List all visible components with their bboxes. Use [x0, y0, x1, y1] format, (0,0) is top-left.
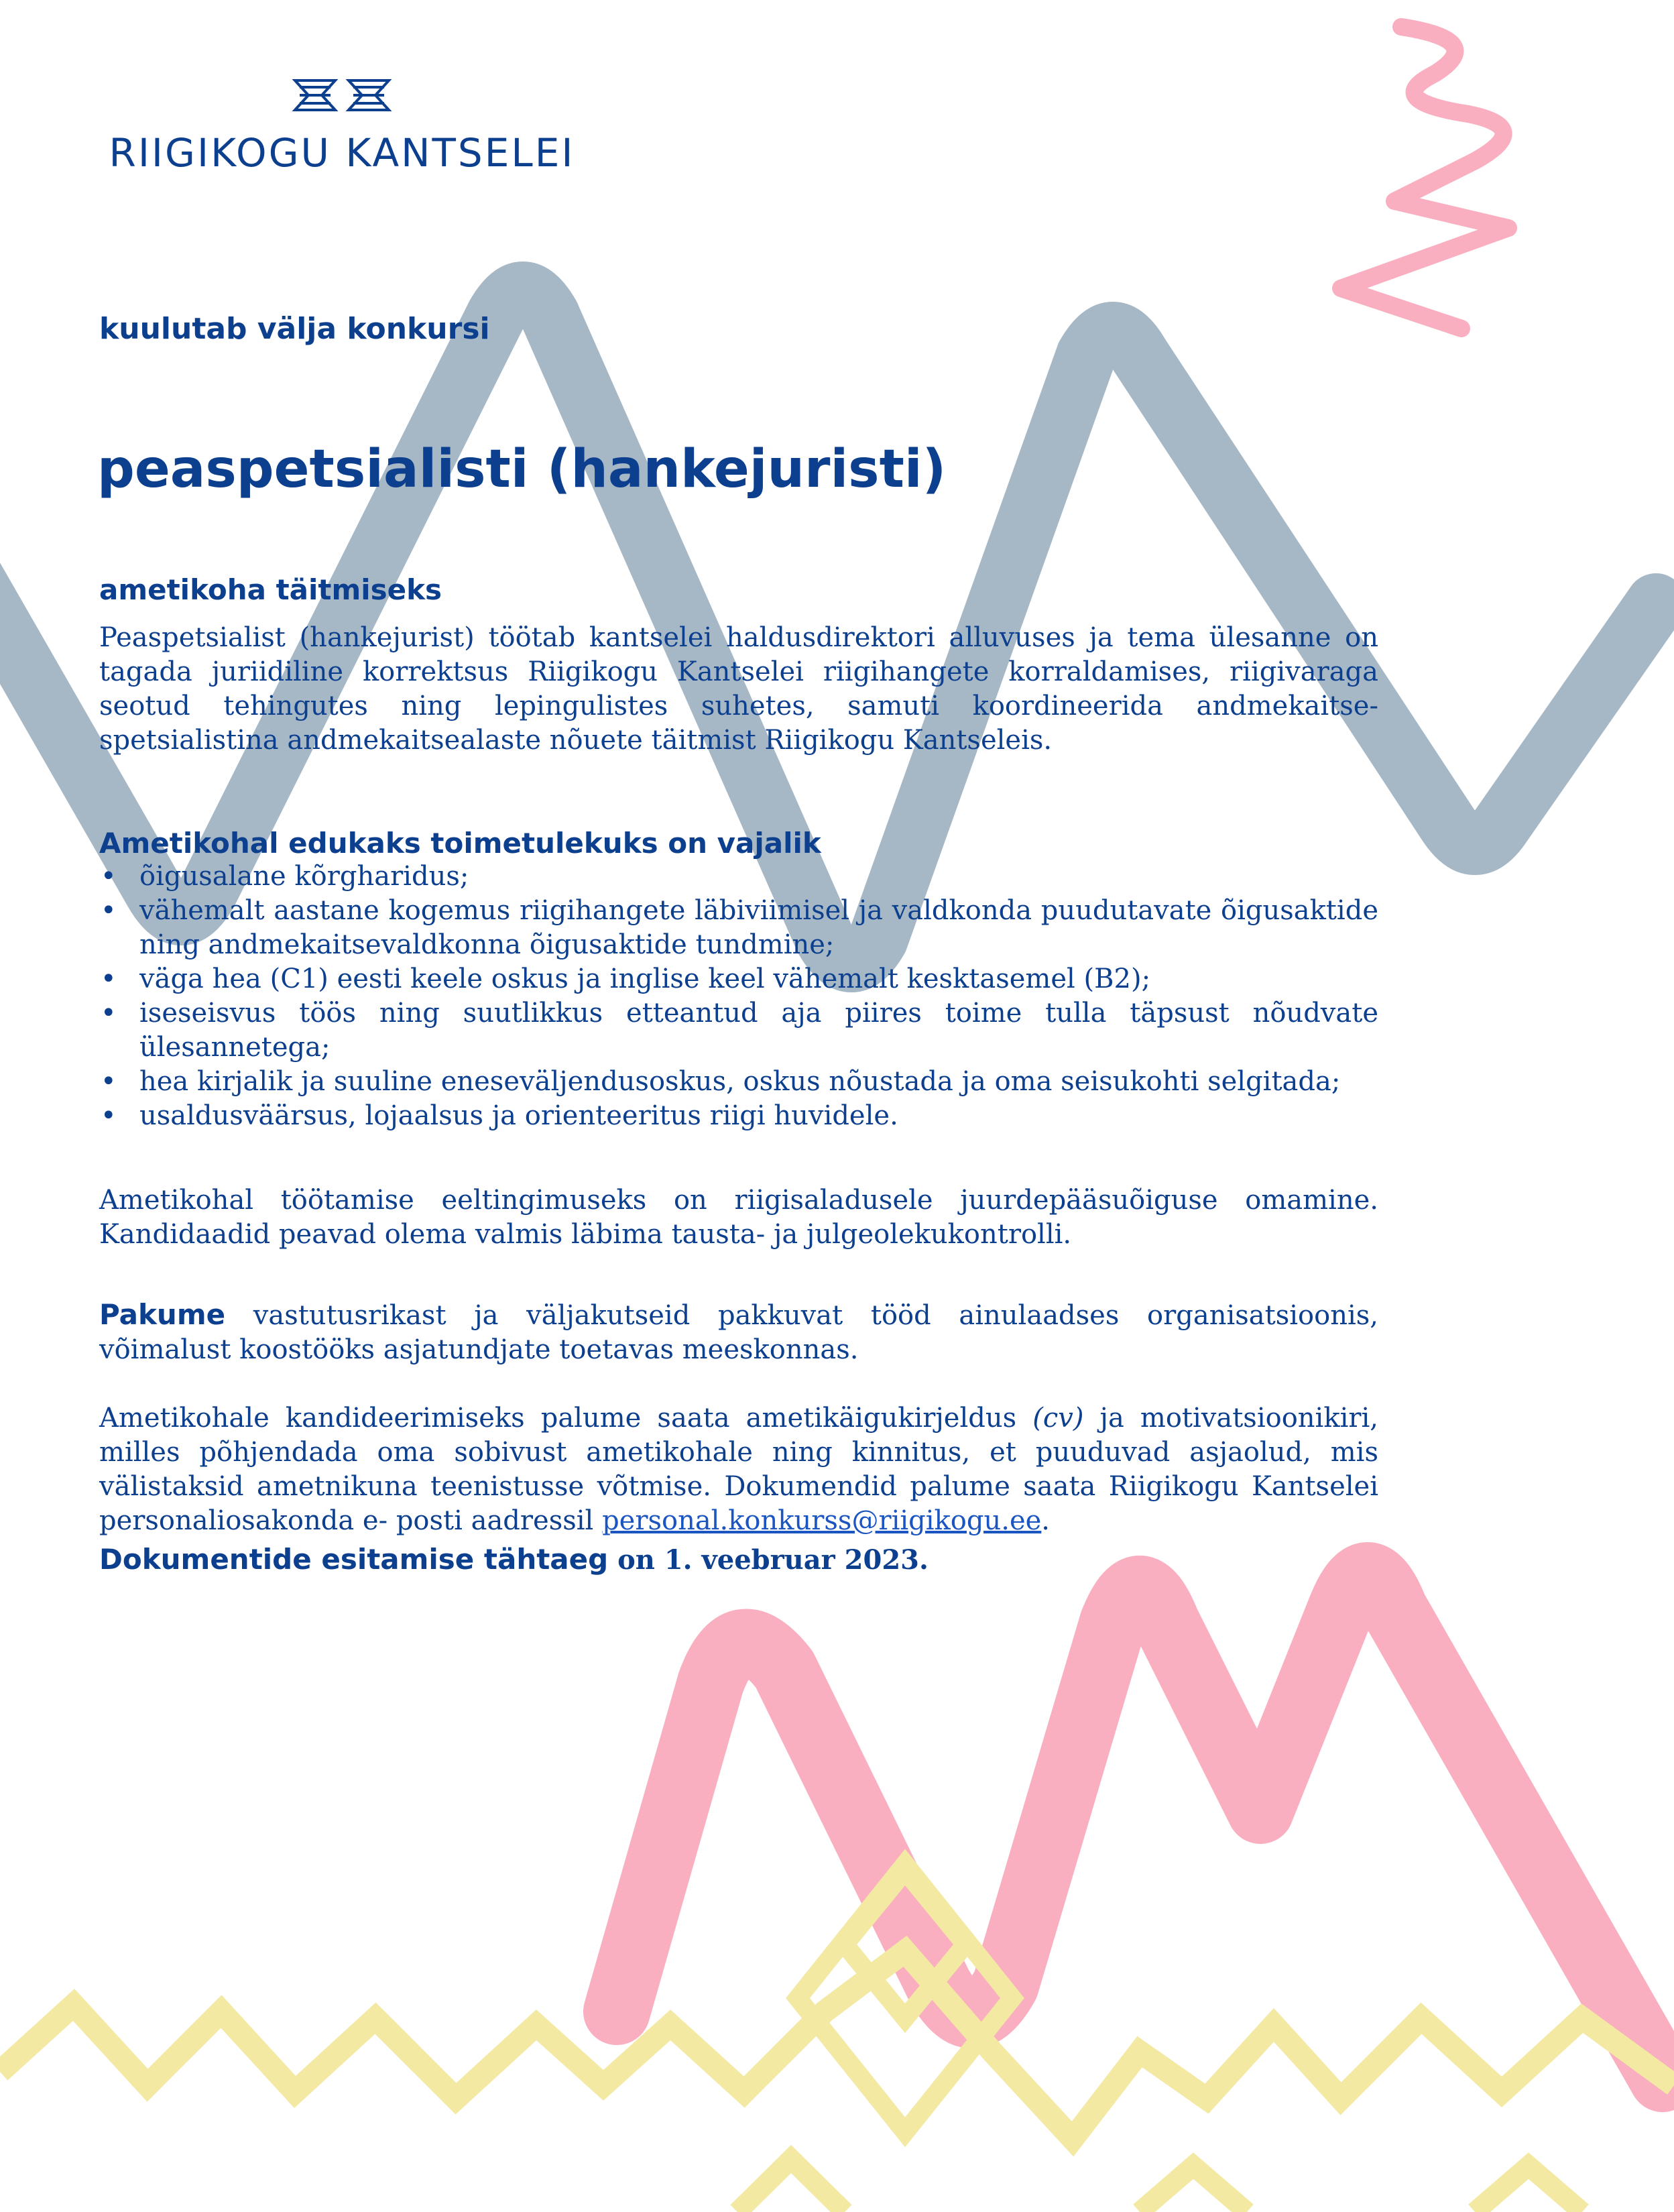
riigikogu-emblem-icon — [292, 75, 392, 115]
list-item: • vähemalt aastane kogemus riigihangete läbiviimisel ja valdkonda puudutavate õigusaktide ning andmekaitsevaldkonna õigusaktide tundmine; — [101, 895, 1378, 960]
cv-abbreviation: (cv) — [1032, 1403, 1084, 1434]
list-item: • õigusalane kõrgharidus; — [99, 860, 1378, 894]
application-paragraph: Ametikohale kandideerimiseks palume saata ametikäigukirjeldus (cv) ja motivatsioonikiri, milles põhjendada oma sobivust ametikohale ning kinnitus, et puuduvad asjaolud, mis välistaksid ametnikuna teenistusse võtmise. Dokumendid palume saata Riigikogu Kantselei personaliosakonda e- posti aadressil personal.konkurss@riigikogu.ee. — [99, 1403, 1379, 1536]
logo-text: RIIGIKOGU KANTSELEI — [109, 130, 575, 176]
bullet: • — [101, 895, 117, 926]
intro-section — [99, 573, 1378, 758]
list-item: • usaldusväärsus, lojaalsus ja orienteeritus riigi huvidele. — [99, 1099, 1378, 1133]
deadline-line — [99, 1542, 1378, 1578]
precondition-section — [99, 1183, 1378, 1252]
offer-text: vastutusrikast ja väljakutseid pakkuvat tööd ainulaadses organisatsioonis, võimalust koostööks asjatundjate toetavas meeskonnas. — [99, 1300, 1378, 1365]
precondition-paragraph: Ametikohal töötamise eeltingimuseks on riigisaladusele juurdepääsuõiguse omamine. Kandidaadid peavad olema valmis läbima tausta- ja julgeolekukontrolli. — [99, 1185, 1378, 1250]
deadline-label: Dokumentide esitamise tähtaeg — [99, 1543, 609, 1576]
requirements-heading: Ametikohal edukaks toimetulekuks on vajalik — [99, 827, 821, 860]
offer-section — [99, 1297, 1378, 1367]
list-item: • iseseisvus töös ning suutlikkus etteantud aja piires toime tulla täpsust nõudvate ülesannetega; — [101, 998, 1378, 1063]
bullet: • — [101, 861, 117, 892]
bullet: • — [101, 964, 117, 994]
kicker-text: kuulutab välja konkursi — [99, 312, 490, 346]
intro-paragraph: Peaspetsialist (hankejurist) töötab kantselei haldusdirektori alluvuses ja tema ülesanne on tagada juriidiline korrektsus Riigikogu Kantselei riigihangete korraldamises, riigivaraga seotud tehingutes ning lepingulistes suhetes, samuti koordineerida andmekaitse-spetsialistina andmekaitsealaste nõuete täitmist Riigikogu Kantseleis. — [99, 622, 1378, 756]
application-section — [99, 1401, 1378, 1578]
bullet: • — [101, 998, 117, 1029]
offer-paragraph — [99, 1297, 1378, 1367]
offer-label: Pakume — [99, 1298, 226, 1331]
requirements-list — [99, 860, 1378, 1133]
bullet: • — [101, 1100, 117, 1131]
subtitle: ametikoha täitmiseks — [99, 573, 442, 606]
requirements-section — [99, 827, 1378, 1133]
bullet: • — [101, 1066, 117, 1097]
deadline-value: on 1. veebruar 2023. — [608, 1544, 929, 1576]
page-title: peaspetsialisti (hankejuristi) — [97, 439, 947, 500]
list-item: • väga hea (C1) eesti keele oskus ja inglise keel vähemalt kesktasemel (B2); — [99, 962, 1378, 996]
list-item: • hea kirjalik ja suuline eneseväljendusoskus, oskus nõustada ja oma seisukohti selgitada; — [99, 1065, 1378, 1099]
email-link[interactable]: personal.konkurss@riigikogu.ee — [602, 1505, 1042, 1536]
logo — [101, 75, 583, 176]
